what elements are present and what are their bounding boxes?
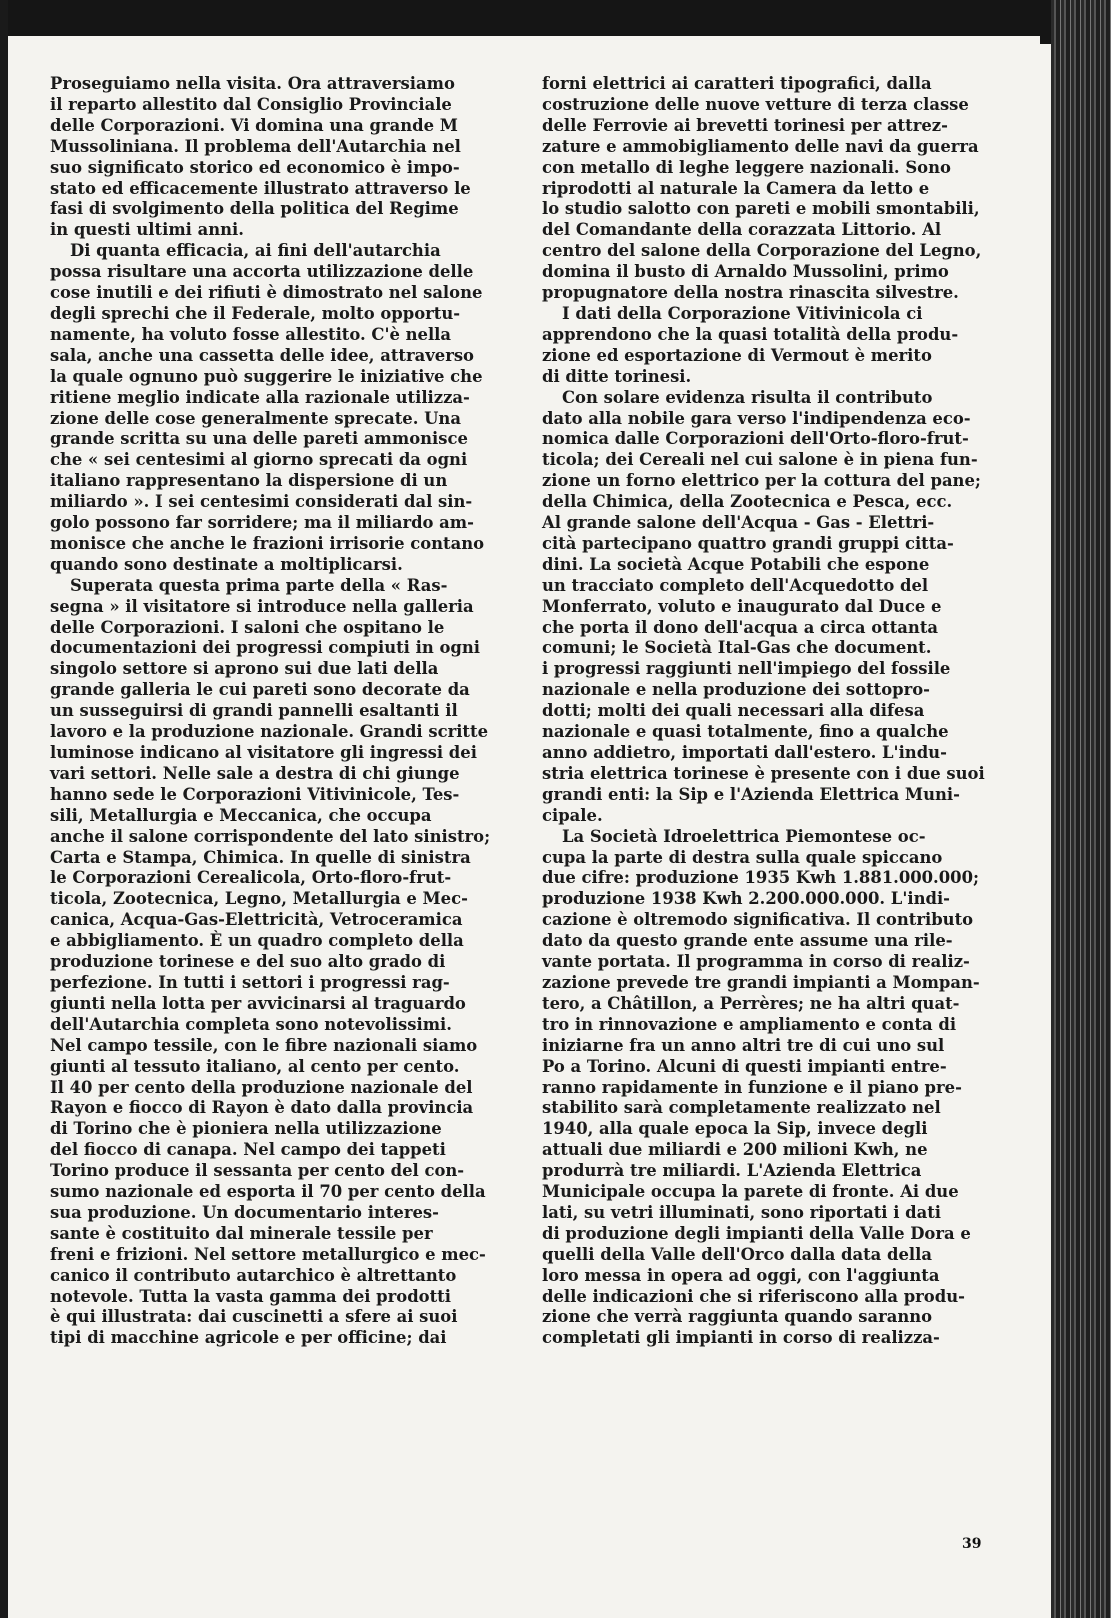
paragraph: La Società Idroelettrica Piemontese oc- cupa la parte di destra sulla quale spiccano due cifre: produzione 1935 Kwh 1.881.000.000; produzione 1938 Kwh 2.200.000.000. L'indi- cazione è oltremodo significativa. Il contributo dato da questo grande ente assume una rile- vante portata. Il programma in corso di realiz- zazione prevede tre grandi impianti a Mompan- tero, a Châtillon, a Perrères; ne ha altri quat- tro in rinnovazione e ampliamento e conta di iniziarne fra un anno altri tre di cui uno sul Po a Torino. Alcuni di questi impianti entre- ranno rapidamente in funzione e il piano pre- stabilito sarà completamente realizzato nel 1940, alla quale epoca la Sip, invece degli attuali due miliardi e 200 milioni Kwh, ne produrrà tre miliardi. L'Azienda Elettrica Municipale occupa la parete di fronte. Ai due lati, su vetri illuminati, sono riportati i dati di produzione degli impianti della Valle Dora e quelli della Valle dell'Orco dalla data della loro messa in opera ad oggi, con l'aggiunta delle indicazioni che si riferiscono alla produ- zione che verrà raggiunta quando saranno completati gli impianti in corso di realizza- — [542, 826, 980, 1348]
scan-right-border — [1051, 0, 1111, 1618]
scan-left-border — [0, 0, 8, 1618]
scan-top-border — [0, 0, 1111, 44]
paragraph: Proseguiamo nella visita. Ora attraversiamo il reparto allestito dal Consiglio Provinciale delle Corporazioni. Vi domina una grande M Mussoliniana. Il problema dell'Autarchia nel suo significato storico ed economico è impo- stato ed efficacemente illustrato attraverso le fasi di svolgimento della politica del Regime in questi ultimi anni. — [50, 74, 471, 240]
paragraph: Di quanta efficacia, ai fini dell'autarchia possa risultare una accorta utilizzazione delle cose inutili e dei rifiuti è dimostrato nel salone degli sprechi che il Federale, molto opportu- namente, ha voluto fosse allestito. C'è nella sala, anche una cassetta delle idee, attraverso la quale ognuno può suggerire le iniziative che ritiene meglio indicate alla razionale utilizza- zione delle cose generalmente sprecate. Una grande scritta su una delle pareti ammonisce che « sei centesimi al giorno sprecati da ogni italiano rappresentano la dispersione di un miliardo ». I sei centesimi considerati dal sin- golo possono far sorridere; ma il miliardo am- monisce che anche le frazioni irrisorie contano quando sono destinate a moltiplicarsi. — [50, 241, 485, 574]
paragraph: forni elettrici ai caratteri tipografici, dalla costruzione delle nuove vetture di terza classe delle Ferrovie ai brevetti torinesi per attrez- zature e ammobigliamento delle navi da guerra con metallo di leghe leggere nazionali. Sono riprodotti al naturale la Camera da letto e lo studio salotto con pareti e mobili smontabili, del Comandante della corazzata Littorio. Al centro del salone della Corporazione del Legno, domina il busto di Arnaldo Mussolini, primo propugnatore della nostra rinascita silvestre. — [542, 74, 982, 303]
left-text-column — [50, 74, 496, 1349]
paragraph: I dati della Corporazione Vitivinicola ci apprendono che la quasi totalità della produ- zione ed esportazione di Vermout è merito di ditte torinesi. — [542, 303, 959, 386]
right-text-column — [542, 74, 988, 1349]
paragraph: Con solare evidenza risulta il contributo dato alla nobile gara verso l'indipendenza eco- nomica dalle Corporazioni dell'Orto-floro-frut- ticola; dei Cereali nel cui salone è in piena fun- zione un forno elettrico per la cottura del pane; della Chimica, della Zootecnica e Pesca, ecc. Al grande salone dell'Acqua - Gas - Elettri- cità partecipano quattro grandi gruppi citta- dini. La società Acque Potabili che espone un tracciato completo dell'Acquedotto del Monferrato, voluto e inaugurato dal Duce e che porta il dono dell'acqua a circa ottanta comuni; le Società Ital-Gas che document. i progressi raggiunti nell'impiego del fossile nazionale e nella produzione dei sottopro- dotti; molti dei quali necessari alla difesa nazionale e quasi totalmente, fino a qualche anno addietro, importati dall'estero. L'indu- stria elettrica torinese è presente con i due suoi grandi enti: la Sip e l'Azienda Elettrica Muni- cipale. — [542, 387, 985, 825]
page-number: 39 — [962, 1536, 982, 1552]
paragraph: Superata questa prima parte della « Ras- segna » il visitatore si introduce nella galleria delle Corporazioni. I saloni che ospitano le documentazioni dei progressi compiuti in ogni singolo settore si aprono sui due lati della grande galleria le cui pareti sono decorate da un susseguirsi di grandi pannelli esaltanti il lavoro e la produzione nazionale. Grandi scritte luminose indicano al visitatore gli ingressi dei vari settori. Nelle sale a destra di chi giunge hanno sede le Corporazioni Vitivinicole, Tes- sili, Metallurgia e Meccanica, che occupa anche il salone corrispondente del lato sinistro; Carta e Stampa, Chimica. In quelle di sinistra le Corporazioni Cerealicola, Orto-floro-frut- ticola, Zootecnica, Legno, Metallurgia e Mec- canica, Acqua-Gas-Elettricità, Vetroceramica e abbigliamento. È un quadro completo della produzione torinese e del suo alto grado di perfezione. In tutti i settori i progressi rag- giunti nella lotta per avvicinarsi al traguardo dell'Autarchia completa sono notevolissimi. Nel campo tessile, con le fibre nazionali siamo giunti al tessuto italiano, al cento per cento. Il 40 per cento della produzione nazionale del Rayon e fiocco di Rayon è dato dalla provincia di Torino che è pioniera nella utilizzazione del fiocco di canapa. Nel campo dei tappeti Torino produce il sessanta per cento del con- sumo nazionale ed esporta il 70 per cento della sua produzione. Un documentario interes- sante è costituito dal minerale tessile per freni e frizioni. Nel settore metallurgico e mec- canico il contributo autarchico è altrettanto notevole. Tutta la vasta gamma dei prodotti è qui illustrata: dai cuscinetti a sfere ai suoi tipi di macchine agricole e per officine; dai — [50, 575, 491, 1348]
